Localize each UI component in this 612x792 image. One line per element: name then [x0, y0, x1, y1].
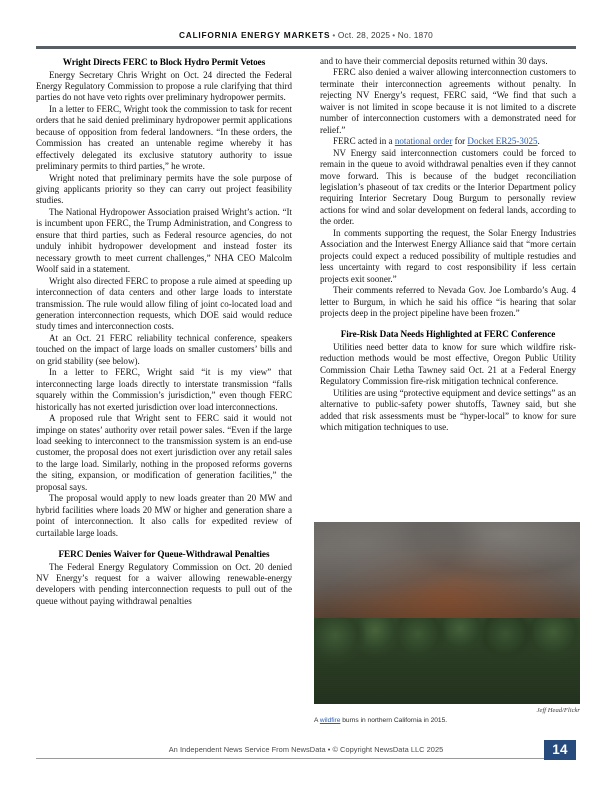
- paragraph: Wright also directed FERC to propose a rule aimed at speeding up interconnection of data centers and other large loads to interstate transmission. The rule would allow filing of joint co-located load and generation interconnection requests, which DOE said would reduce study times and interconnection costs.: [36, 275, 292, 332]
- paragraph: The National Hydropower Association praised Wright’s action. “It is incumbent upon FERC, the Trump Administration, and Congress to ensure that third parties, such as Federal resource agencies, do not unduly inhibit hydropower development and instead foster its necessary growth to meet current challenges,” NHA CEO Malcolm Woolf said in a statement.: [36, 206, 292, 275]
- paragraph-continued: and to have their commercial deposits returned within 30 days.: [320, 56, 548, 66]
- docket-link[interactable]: Docket ER25-3025: [467, 136, 538, 147]
- paragraph-with-links: [320, 136, 576, 147]
- footer-rule: [36, 758, 576, 759]
- paragraph: The Federal Energy Regulatory Commission on Oct. 20 denied NV Energy’s request for a waiver allowing renewable-energy developers with pending interconnection requests to pull out of the queue without paying withdrawal penalties: [36, 561, 292, 606]
- caption-text: burns in northern California in 2015.: [340, 716, 448, 724]
- caption-text: A: [314, 716, 320, 724]
- treeline-layer: [314, 618, 580, 704]
- paragraph: Energy Secretary Chris Wright on Oct. 24 directed the Federal Energy Regulatory Commission to propose a rule clarifying that third parties do not have veto rights over preliminary hydropower permits.: [36, 69, 292, 103]
- paragraph: FERC also denied a waiver allowing interconnection customers to terminate their interconnection agreements without penalty. In rejecting NV Energy’s request, FERC said, “We find that such a waiver is not limited in scope because it is not limited to a discrete number of interconnection customers with a demonstrated need for relief.”: [320, 67, 576, 135]
- paragraph: The proposal would apply to new loads greater than 20 MW and hybrid facilities where loads 20 MW or higher and generation share a point of interconnection. It also calls for expedited review of curtailable large loads.: [36, 493, 292, 538]
- left-column: [36, 56, 292, 607]
- paragraph: Their comments referred to Nevada Gov. Joe Lombardo’s Aug. 4 letter to Burgum, in which he said his office “is hearing that solar projects deep in the project pipeline have been frozen.”: [320, 285, 576, 318]
- paragraph: Utilities are using “protective equipment and device settings” as an alternative to public-safety power shutoffs, Tawney said, but she added that risk assessments must be “hyper-local” to know for sure which mitigation techniques to use.: [320, 387, 576, 433]
- wildfire-figure: [314, 522, 580, 725]
- paragraph-text: FERC acted in a: [333, 136, 395, 147]
- paragraph: In comments supporting the request, the Solar Energy Industries Association and the Interwest Energy Alliance said that “more certain projects could expect a reduced possibility of multiple restudies and less uncertainty with regard to cost responsibility if less certain projects exit sooner.”: [320, 227, 576, 284]
- header-rule: [36, 46, 576, 49]
- masthead-separator-2: •: [392, 30, 396, 40]
- issue-date: Oct. 28, 2025: [337, 30, 391, 40]
- article-headline-hydro: Wright Directs FERC to Block Hydro Permit Vetoes: [62, 57, 266, 67]
- notational-order-link[interactable]: notational order: [394, 136, 453, 147]
- issue-number: No. 1870: [397, 30, 433, 40]
- footer-copyright: An Independent News Service From NewsData • © Copyright NewsData LLC 2025: [168, 745, 444, 754]
- wildfire-photo: [314, 522, 580, 704]
- article-headline-waiver: FERC Denies Waiver for Queue-Withdrawal Penalties: [58, 549, 270, 560]
- wildfire-link[interactable]: wildfire: [319, 716, 341, 724]
- paragraph: A proposed rule that Wright sent to FERC said it would not impinge on states’ authority over retail power sales. “Even if the large load seeking to interconnect to the transmission system is an end-use customer, the proposal does not exert jurisdiction over any retail sales to the large load. Similarly, nothing in the proposed reforms governs the siting, expansion, or modification of generation facilities,” the proposal says.: [36, 413, 292, 492]
- photo-caption: [314, 715, 580, 725]
- right-column: [320, 56, 576, 434]
- paragraph-text: .: [537, 136, 540, 147]
- article-headline-firerisk: Fire-Risk Data Needs Highlighted at FERC Conference: [340, 329, 556, 340]
- paragraph: NV Energy said interconnection customers could be forced to remain in the queue to avoid withdrawal penalties even if they cannot move forward. This is because of the budget reconciliation legislation’s phaseout of tax credits or the Interior Department policy requiring Interior Secretary Doug Burgum to personally review actions for wind and solar development on federal lands, according to the order.: [320, 147, 576, 227]
- masthead-separator-1: •: [332, 30, 336, 40]
- paragraph: Utilities need better data to know for sure which wildfire risk-reduction methods would be most effective, Oregon Public Utility Commission Chair Letha Tawney said Oct. 21 at a Federal Energy Regulatory Commission fire-risk mitigation technical conference.: [320, 341, 576, 387]
- publication-title: CALIFORNIA ENERGY MARKETS: [178, 30, 331, 40]
- paragraph: Wright noted that preliminary permits have the sole purpose of giving applicants priority so they can carry out project feasibility studies.: [36, 172, 292, 206]
- photo-credit: Jeff Head/Flickr: [536, 706, 580, 714]
- paragraph: In a letter to FERC, Wright took the commission to task for recent orders that he said denied preliminary hydropower permit applications because of opposition from federal landowners. “In these orders, the Commission has created an untenable regime whereby it has effectively delegated its exclusive statutory authority to issue preliminary permits to third parties,” he wrote.: [36, 103, 292, 172]
- paragraph: At an Oct. 21 FERC reliability technical conference, speakers touched on the impact of large loads on smaller customers’ bills and on grid stability (see below).: [36, 332, 292, 366]
- paragraph-text: for: [452, 136, 468, 147]
- masthead-header: [36, 30, 576, 40]
- paragraph: In a letter to FERC, Wright said “it is my view” that interconnecting large loads directly to interstate transmission “falls squarely within the Commission’s jurisdiction,” even though FERC historically has not exerted jurisdiction over load interconnections.: [36, 367, 292, 412]
- page-number-badge: 14: [544, 740, 576, 760]
